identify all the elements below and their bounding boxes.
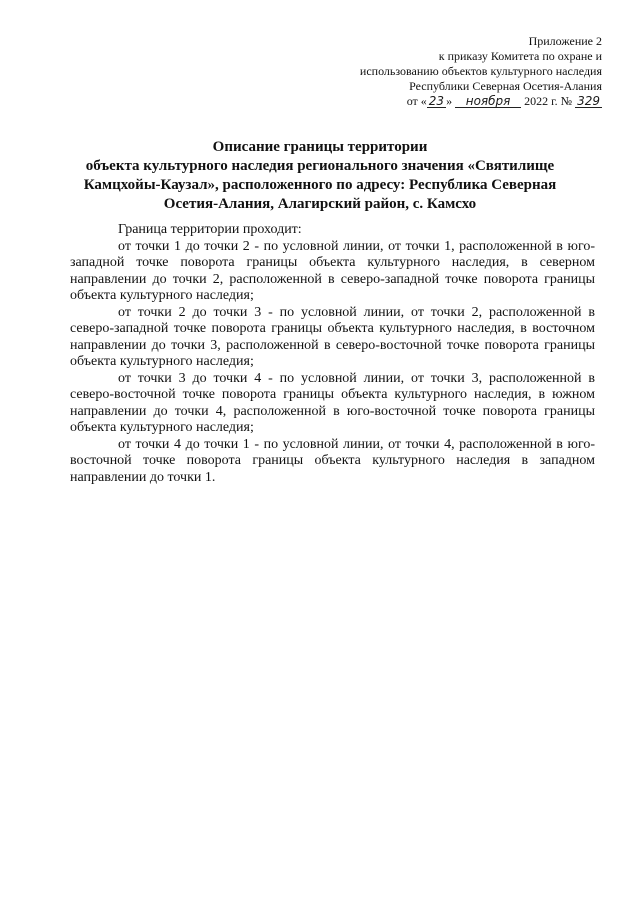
handwritten-month: ноября	[455, 95, 521, 108]
boundary-paragraph-1: от точки 1 до точки 2 - по условной линии, от точки 1, расположенной в юго-западной точке поворота границы объекта культурного наследия, в северном направлении до точки 2, расположенной в северо-западной точке поворота границы объекта культурного наследия;	[70, 238, 595, 303]
republic-name: Республики Северная Осетия-Алания	[409, 79, 602, 93]
document-body	[70, 222, 595, 486]
order-reference: к приказу Комитета по охране и	[438, 49, 602, 63]
handwritten-order-number: 329	[577, 94, 600, 108]
appendix-header	[302, 34, 602, 109]
order-date-line	[302, 94, 602, 109]
body-lead: Граница территории проходит:	[118, 222, 302, 237]
title-line-2: объекта культурного наследия регионального значения «Святилище	[85, 158, 555, 174]
date-mid: »	[446, 94, 453, 108]
boundary-paragraph-2: от точки 2 до точки 3 - по условной линии, от точки 2, расположенной в северо-западной точке поворота границы объекта культурного наследия, в восточном направлении до точки 3, расположенной в северо-восточной точке поворота границы объекта культурного наследия;	[70, 304, 595, 369]
appendix-label: Приложение 2	[528, 34, 602, 48]
order-year: 2022 г. №	[524, 94, 573, 108]
title-line-4: Осетия-Алания, Алагирский район, с. Камсхо	[163, 196, 477, 212]
committee-name: использованию объектов культурного наследия	[359, 64, 602, 78]
handwritten-day: 23	[428, 94, 445, 108]
title-line-3: Камцхойы-Каузал», расположенного по адресу: Республика Северная	[83, 177, 557, 193]
boundary-paragraph-4: от точки 4 до точки 1 - по условной линии, от точки 4, расположенной в юго-восточной точке поворота границы объекта культурного наследия в западном направлении до точки 1.	[70, 436, 595, 485]
boundary-paragraph-3: от точки 3 до точки 4 - по условной линии, от точки 3, расположенной в северо-восточной точке поворота границы объекта культурного наследия, в южном направлении до точки 4, расположенной в юго-восточной точке поворота границы объекта культурного наследия;	[70, 370, 595, 435]
document-title	[60, 138, 580, 214]
title-line-1: Описание границы территории	[212, 139, 428, 155]
date-prefix: от «	[406, 94, 427, 108]
